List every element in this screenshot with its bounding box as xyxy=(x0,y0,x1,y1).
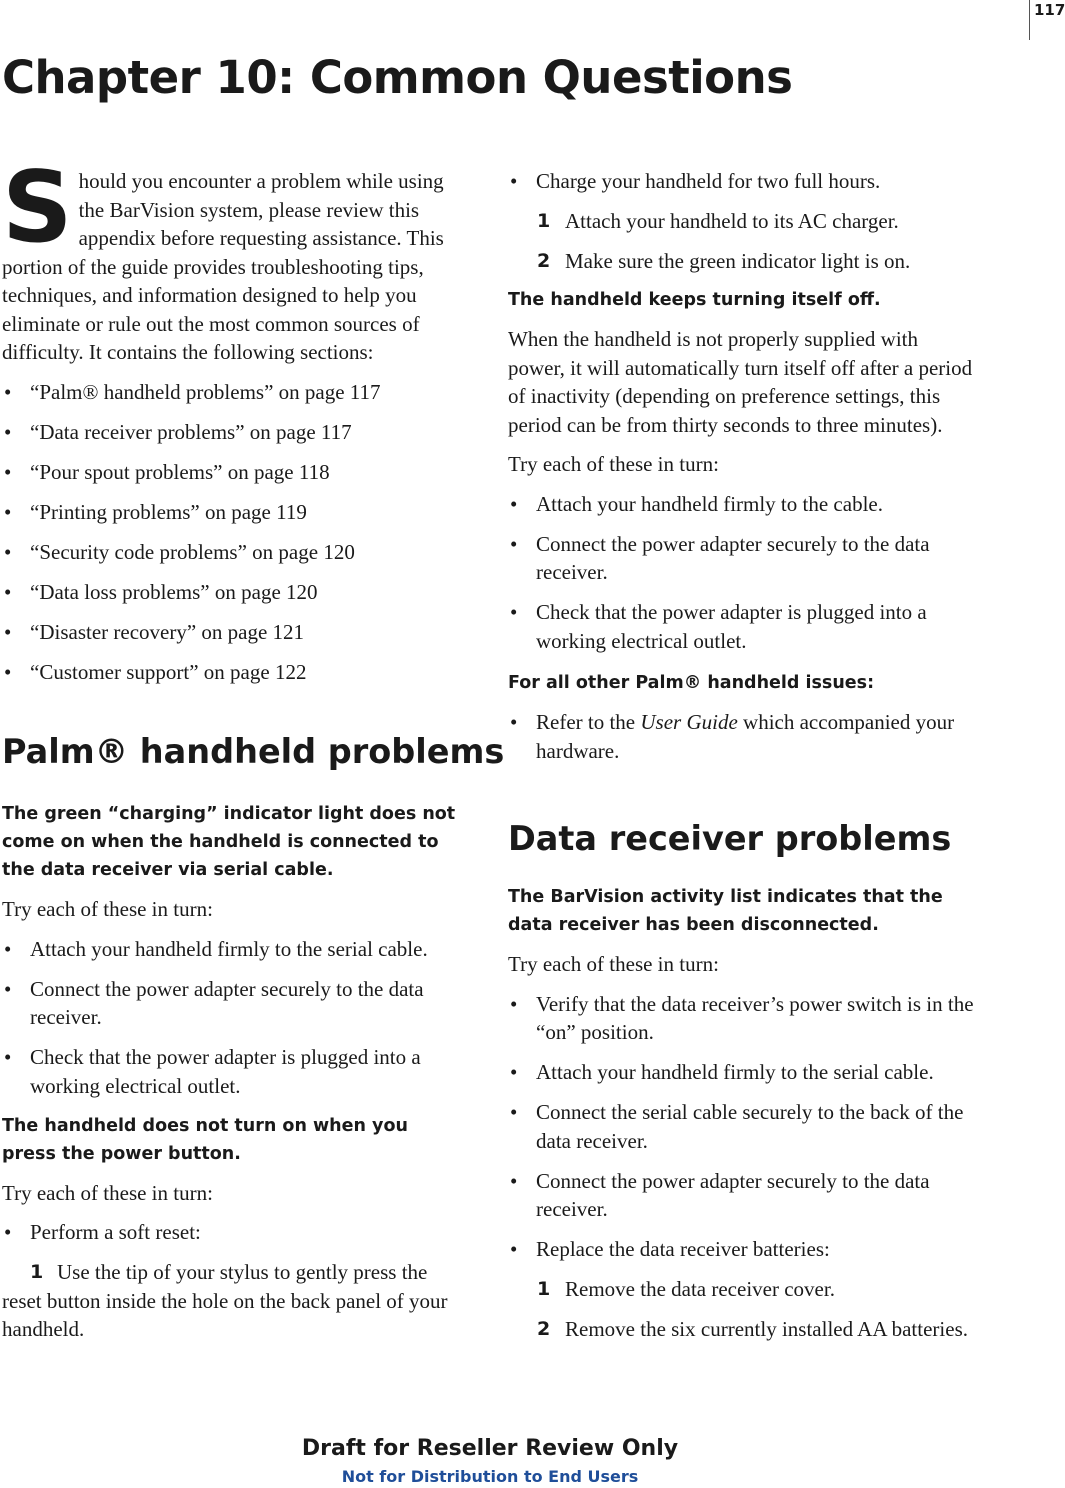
list-item: • Connect the serial cable securely to the back of the data receiver. xyxy=(510,1100,964,1153)
troubleshooting-list xyxy=(2,935,464,1101)
step-text: Remove the data receiver cover. xyxy=(565,1277,835,1301)
step-text: Remove the six currently installed AA batteries. xyxy=(565,1316,968,1341)
right-column xyxy=(508,167,978,1354)
troubleshooting-list xyxy=(508,990,978,1264)
section-link[interactable]: • “Printing problems” on page 119 xyxy=(4,499,307,524)
step-list xyxy=(508,207,978,275)
step-text: Attach your handheld to its AC charger. xyxy=(565,209,899,233)
instruction-text: Try each of these in turn: xyxy=(2,1180,213,1205)
list-item: • Connect the power adapter securely to the data receiver. xyxy=(510,1168,930,1221)
step-number: 1 xyxy=(537,1278,551,1300)
step-text: Make sure the green indicator light is on. xyxy=(565,248,911,273)
step-item xyxy=(508,1315,978,1344)
list-item: • Connect the power adapter securely to the data receiver. xyxy=(4,976,424,1029)
step-number: 1 xyxy=(30,1261,44,1283)
footer xyxy=(0,1432,980,1488)
list-item: • Attach your handheld firmly to the serial cable. xyxy=(510,1060,934,1084)
section-heading-palm: Palm® handheld problems xyxy=(2,732,505,771)
distribution-notice: Not for Distribution to End Users xyxy=(341,1467,639,1486)
troubleshooting-list xyxy=(2,1218,464,1247)
page-number: 117 xyxy=(1029,0,1062,40)
list-item: • Check that the power adapter is plugged into a working electrical outlet. xyxy=(510,600,927,653)
step-number: 2 xyxy=(537,249,551,272)
issue-heading: The handheld does not turn on when you press the power button. xyxy=(2,1115,408,1164)
issue-description: When the handheld is not properly supplied with power, it will automatically turn itself off after a period of inactivity (depending on preference settings, this period can be from thirty seconds to three minutes). xyxy=(508,327,973,437)
section-link[interactable]: • “Security code problems” on page 120 xyxy=(4,539,355,564)
step-item xyxy=(508,1275,978,1304)
intro-text: hould you encounter a problem while using the BarVision system, please review this appendix before requesting assistance. This portion of the guide provides troubleshooting tips, techniques, and information designed to help you eliminate or rule out the most common sources of difficulty. It contains the following sections: xyxy=(2,169,444,364)
list-item: • Perform a soft reset: xyxy=(4,1220,201,1244)
list-item: • Replace the data receiver batteries: xyxy=(510,1237,830,1261)
draft-notice: Draft for Reseller Review Only xyxy=(301,1436,679,1461)
step-list xyxy=(2,1258,464,1344)
drop-cap: S xyxy=(2,151,73,265)
step-list xyxy=(508,1275,978,1343)
instruction-text: Try each of these in turn: xyxy=(2,897,213,921)
issue-heading: The handheld keeps turning itself off. xyxy=(508,290,881,310)
list-item: • Connect the power adapter securely to the data receiver. xyxy=(510,531,930,584)
list-item: • Attach your handheld firmly to the serial cable. xyxy=(4,936,428,961)
instruction-text: Try each of these in turn: xyxy=(508,452,719,476)
section-link[interactable]: • “Data receiver problems” on page 117 xyxy=(4,419,352,444)
list-item: • Attach your handheld firmly to the cable. xyxy=(510,491,883,516)
left-column xyxy=(2,151,505,1355)
step-item xyxy=(508,207,978,236)
list-item: • Refer to the User Guide which accompanied your hardware. xyxy=(510,710,955,763)
chapter-title: Chapter 10: Common Questions xyxy=(2,51,793,104)
instruction-text: Try each of these in turn: xyxy=(508,952,719,976)
section-heading-receiver: Data receiver problems xyxy=(508,819,952,858)
intro-paragraph xyxy=(2,151,464,367)
troubleshooting-list xyxy=(508,708,978,765)
section-link[interactable]: • “Customer support” on page 122 xyxy=(4,659,307,684)
section-link[interactable]: • “Pour spout problems” on page 118 xyxy=(4,459,330,484)
section-link[interactable]: • “Disaster recovery” on page 121 xyxy=(4,619,305,644)
issue-heading: For all other Palm® handheld issues: xyxy=(508,673,875,693)
step-text: Use the tip of your stylus to gently press the reset button inside the hole on the back panel of your handheld. xyxy=(2,1260,448,1341)
section-list xyxy=(2,378,464,687)
step-item xyxy=(2,1258,464,1344)
section-link[interactable]: • “Palm® handheld problems” on page 117 xyxy=(4,379,381,404)
step-number: 1 xyxy=(537,210,551,232)
troubleshooting-list xyxy=(508,490,978,656)
section-link[interactable]: • “Data loss problems” on page 120 xyxy=(4,579,318,604)
step-number: 2 xyxy=(537,1317,551,1340)
issue-heading: The BarVision activity list indicates that the data receiver has been disconnected. xyxy=(508,887,943,935)
troubleshooting-list xyxy=(508,167,978,196)
list-item: • Check that the power adapter is plugged into a working electrical outlet. xyxy=(4,1045,421,1098)
step-item xyxy=(508,247,978,276)
list-item: • Verify that the data receiver’s power switch is in the “on” position. xyxy=(510,991,974,1044)
issue-heading: The green “charging” indicator light does not come on when the handheld is connected to the data receiver via serial cable. xyxy=(2,804,456,880)
user-guide-title: User Guide xyxy=(640,710,738,734)
list-item: • Charge your handheld for two full hours. xyxy=(510,169,881,193)
